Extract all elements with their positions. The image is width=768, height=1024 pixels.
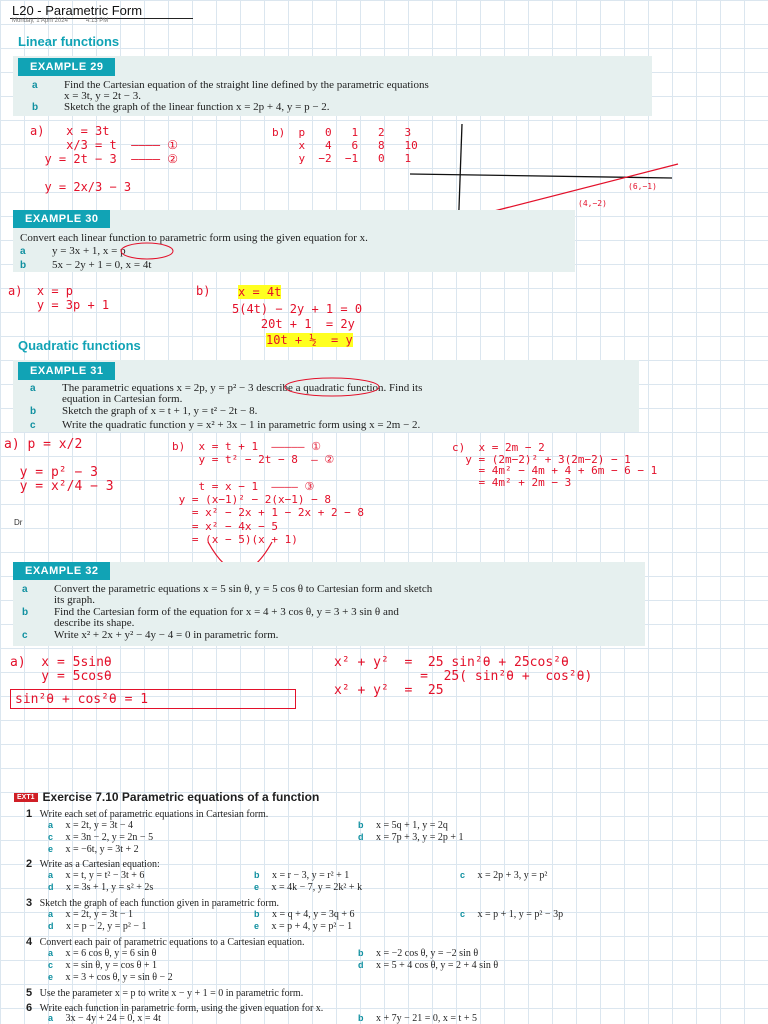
- part-text: x = 6 cos θ, y = 6 sin θ: [65, 948, 157, 959]
- part-text: x = p + 4, y = p² − 1: [271, 921, 353, 932]
- part-text: x = p − 2, y = p² − 1: [66, 921, 147, 932]
- question-text: Write each function in parametric form, using the given equation for x.: [39, 1003, 324, 1014]
- q1-part-d: d x = 7p + 3, y = 2p + 1: [358, 832, 464, 843]
- q2-part-c: c x = 2p + 3, y = p²: [460, 870, 548, 881]
- part-text: Write x² + 2x + y² − 4y − 4 = 0 in parametric form.: [54, 629, 279, 641]
- part-text: x = −6t, y = 3t + 2: [65, 844, 139, 855]
- example-31-part-b: [30, 406, 257, 417]
- question-number: 1: [26, 808, 33, 820]
- margin-note: Dr: [14, 518, 23, 527]
- part-text: x = sin θ, y = cos θ + 1: [65, 960, 158, 971]
- q1-part-e: e x = −6t, y = 3t + 2: [48, 844, 139, 855]
- part-text: x = −2 cos θ, y = −2 sin θ: [376, 948, 479, 959]
- handwriting-ex30b-line3: 10t + ½ = y: [266, 333, 353, 347]
- page-time: 4:13 PM: [85, 18, 109, 24]
- example-32-part-c: [22, 630, 278, 641]
- part-text: x = 3s + 1, y = s² + 2s: [66, 882, 154, 893]
- handwriting-ex31c: c) x = 2m − 2 y = (2m−2)² + 3(2m−2) − 1 = 4m² − 4m + 4 + 6m − 6 − 1 = 4m² + 2m − 3: [452, 441, 658, 489]
- question-3: [26, 897, 279, 909]
- question-number: 6: [26, 1002, 33, 1014]
- q4-part-b: b x = −2 cos θ, y = −2 sin θ: [358, 948, 479, 959]
- part-text: x = r − 3, y = r² + 1: [272, 870, 350, 881]
- q2-part-e: e x = 4k − 7, y = 2k² + k: [254, 882, 363, 893]
- example-31-part-c: [30, 420, 420, 431]
- example-29-part-a: [32, 80, 429, 102]
- handwriting-ex30b-line1: x = 4t: [238, 285, 282, 299]
- part-text: x = q + 4, y = 3q + 6: [272, 909, 355, 920]
- q6-part-b: b x + 7y − 21 = 0, x = t + 5: [358, 1013, 477, 1024]
- question-text: Convert each pair of parametric equations to a Cartesian equation.: [39, 937, 305, 948]
- example-30-label: EXAMPLE 30: [13, 210, 110, 228]
- part-text: x + 7y − 21 = 0, x = t + 5: [376, 1013, 477, 1024]
- circle-annotation-x-equals-p: [118, 241, 176, 261]
- question-4: [26, 936, 305, 948]
- example-32-part-b: [22, 607, 399, 629]
- handwriting-ex31b: b) x = t + 1 ————— ① y = t² − 2t − 8 — ② t = x − 1 ———— ③ y = (x−1)² − 2(x−1) − 8 = x² − 2x + 1 − 2x + 2 − 8 = x² − 4x − 5 = (x − 5)(x + 1): [172, 440, 365, 547]
- q3-part-a: a x = 2t, y = 3t − 1: [48, 909, 133, 920]
- question-text: Write as a Cartesian equation:: [39, 859, 160, 870]
- q2-part-b: b x = r − 3, y = r² + 1: [254, 870, 350, 881]
- example-32-label: EXAMPLE 32: [13, 562, 110, 580]
- part-text: Convert the parametric equations x = 5 sin θ, y = 5 cos θ to Cartesian form and sketch its graph.: [54, 583, 433, 606]
- example-32-part-a: [22, 584, 432, 606]
- part-text: 5x − 2y + 1 = 0, x = 4t: [52, 259, 152, 271]
- handwriting-ex32-identity-box: sin²θ + cos²θ = 1: [10, 689, 296, 709]
- handwriting-ex30a: a) x = p y = 3p + 1: [8, 284, 110, 312]
- exercise-title: Exercise 7.10 Parametric equations of a function: [42, 790, 320, 804]
- part-text: x = 4k − 7, y = 2k² + k: [271, 882, 363, 893]
- question-text: Write each set of parametric equations in Cartesian form.: [39, 809, 269, 820]
- example-29-label: EXAMPLE 29: [18, 58, 115, 76]
- example-29-part-b: [32, 102, 330, 113]
- q4-part-e: e x = 3 + cos θ, y = sin θ − 2: [48, 972, 173, 983]
- part-letter: b: [22, 607, 29, 618]
- q3-part-d: d x = p − 2, y = p² − 1: [48, 921, 147, 932]
- question-number: 4: [26, 936, 33, 948]
- part-letter: b: [20, 260, 27, 271]
- part-letter: b: [32, 102, 39, 113]
- part-text: x = 3 + cos θ, y = sin θ − 2: [65, 972, 173, 983]
- page-meta: [12, 18, 126, 24]
- part-text: x = t, y = t² − 3t + 6: [65, 870, 145, 881]
- part-letter: c: [30, 420, 36, 431]
- q3-part-e: e x = p + 4, y = p² − 1: [254, 921, 353, 932]
- section-linear-functions: Linear functions: [18, 34, 120, 49]
- part-text: x = 3n − 2, y = 2n − 5: [65, 832, 154, 843]
- part-text: x = 2p + 3, y = p²: [477, 870, 548, 881]
- q3-part-b: b x = q + 4, y = 3q + 6: [254, 909, 355, 920]
- part-text: x = 5q + 1, y = 2q: [376, 820, 448, 831]
- handwriting-ex29b-table: b) p 0 1 2 3 x 4 6 8 10 y −2 −1 0 1: [272, 126, 418, 165]
- question-2: [26, 858, 160, 870]
- q3-part-c: c x = p + 1, y = p² − 3p: [460, 909, 564, 920]
- q4-part-d: d x = 5 + 4 cos θ, y = 2 + 4 sin θ: [358, 960, 499, 971]
- point-label-4-neg2: (4,−2): [578, 199, 607, 208]
- part-letter: a: [30, 383, 36, 394]
- part-text: x = 2t, y = 3t − 4: [65, 820, 133, 831]
- handwriting-ex32-right: x² + y² = 25 sin²θ + 25cos²θ = 25( sin²θ + cos²θ) x² + y² = 25: [334, 655, 593, 698]
- page-date: Monday, 1 April 2024: [12, 18, 68, 24]
- example-30-part-a: [20, 246, 126, 257]
- q1-part-c: c x = 3n − 2, y = 2n − 5: [48, 832, 154, 843]
- question-number: 2: [26, 858, 33, 870]
- handwriting-ex29a: a) x = 3t x/3 = t ———— ① y = 2t − 3 ———— ② y = 2x/3 − 3: [30, 124, 179, 194]
- part-text: 3x − 4y + 24 = 0, x = 4t: [65, 1013, 161, 1024]
- question-number: 5: [26, 987, 33, 999]
- question-5: [26, 987, 303, 999]
- point-label-6-neg1: (6,−1): [628, 182, 657, 191]
- example-30-intro: Convert each linear function to parametric form using the given equation for x.: [20, 232, 368, 244]
- part-text: Sketch the graph of x = t + 1, y = t² − 2t − 8.: [62, 405, 258, 417]
- question-text: Sketch the graph of each function given in parametric form.: [39, 898, 279, 909]
- part-text: x = p + 1, y = p² − 3p: [477, 909, 564, 920]
- handwriting-ex30b-line2: 5(4t) − 2y + 1 = 0 20t + 1 = 2y: [232, 302, 363, 331]
- part-text: Sketch the graph of the linear function x = 2p + 4, y = p − 2.: [64, 101, 330, 113]
- example-30-part-b: [20, 260, 151, 271]
- part-text: y = 3x + 1, x = p: [52, 245, 126, 257]
- circle-annotation-param-eqns: [282, 376, 382, 398]
- part-text: x = 5 + 4 cos θ, y = 2 + 4 sin θ: [376, 960, 499, 971]
- q2-part-d: d x = 3s + 1, y = s² + 2s: [48, 882, 154, 893]
- handwriting-ex32a: a) x = 5sinθ y = 5cosθ: [10, 655, 112, 684]
- part-letter: a: [20, 246, 26, 257]
- handwriting-ex31a: a) p = x/2 y = p² − 3 y = x²/4 − 3: [4, 437, 114, 494]
- q4-part-a: a x = 6 cos θ, y = 6 sin θ: [48, 948, 157, 959]
- exercise-heading: [14, 790, 319, 804]
- q1-part-a: a x = 2t, y = 3t − 4: [48, 820, 133, 831]
- part-text: Find the Cartesian form of the equation for x = 4 + 3 cos θ, y = 3 + 3 sin θ and describe its shape.: [54, 606, 399, 629]
- page-title: L20 - Parametric Form: [12, 3, 143, 18]
- part-letter: c: [22, 630, 28, 641]
- part-text: Write the quadratic function y = x² + 3x − 1 in parametric form using x = 2m − 2.: [62, 419, 421, 431]
- part-letter: b: [30, 406, 37, 417]
- handwriting-ex30b-label: b): [196, 284, 211, 298]
- section-quadratic-functions: Quadratic functions: [18, 338, 141, 353]
- question-number: 3: [26, 897, 33, 909]
- question-text: Use the parameter x = p to write x − y + 1 = 0 in parametric form.: [39, 988, 304, 999]
- example-31-label: EXAMPLE 31: [18, 362, 115, 380]
- part-text: Find the Cartesian equation of the straight line defined by the parametric equations x = 3t, y = 2t − 3.: [64, 79, 429, 102]
- q2-part-a: a x = t, y = t² − 3t + 6: [48, 870, 145, 881]
- q4-part-c: c x = sin θ, y = cos θ + 1: [48, 960, 158, 971]
- part-text: The parametric equations x = 2p, y = p² − 3 describe a quadratic function. Find its equation in Cartesian form.: [62, 382, 423, 405]
- exercise-tag: EXT1: [14, 793, 38, 802]
- part-text: x = 2t, y = 3t − 1: [65, 909, 133, 920]
- part-letter: a: [22, 584, 28, 595]
- question-1: [26, 808, 268, 820]
- q1-part-b: b x = 5q + 1, y = 2q: [358, 820, 448, 831]
- part-text: x = 7p + 3, y = 2p + 1: [376, 832, 464, 843]
- part-letter: a: [32, 80, 38, 91]
- q6-part-a: a 3x − 4y + 24 = 0, x = 4t: [48, 1013, 161, 1024]
